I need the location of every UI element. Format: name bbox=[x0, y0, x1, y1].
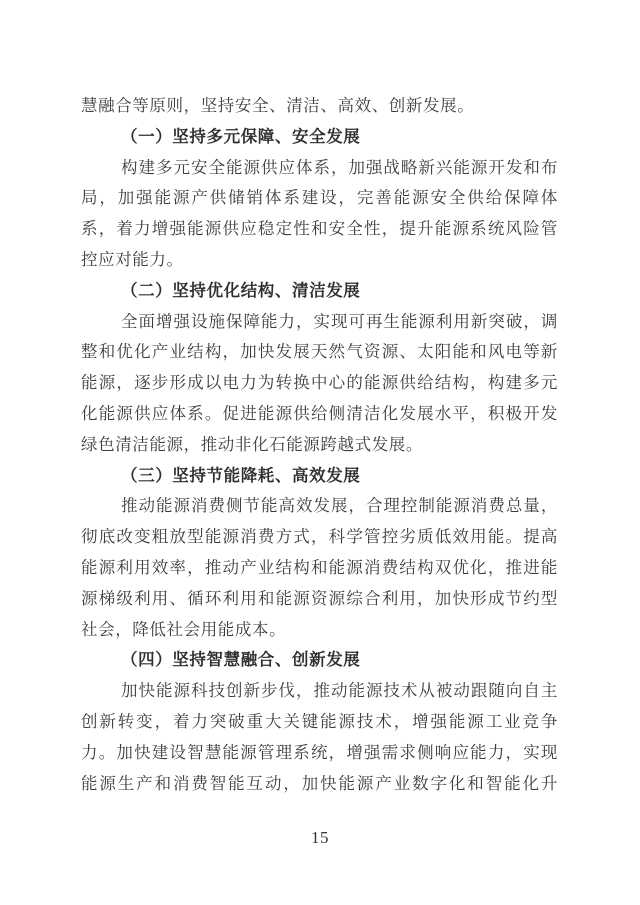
document-text bbox=[81, 91, 558, 799]
text-line: 全面增强设施保障能力，实现可再生能源利用新突破，调 bbox=[121, 311, 558, 331]
text-line: 社会，降低社会用能成本。 bbox=[81, 619, 287, 639]
text-line: 能源，逐步形成以电力为转换中心的能源供给结构，构建多元 bbox=[81, 373, 558, 393]
section-heading: （四）坚持智慧融合、创新发展 bbox=[121, 650, 361, 670]
text-line: 创新转变，着力突破重大关键能源技术，增强能源工业竞争 bbox=[81, 711, 558, 731]
text-line: 加快能源科技创新步伐，推动能源技术从被动跟随向自主 bbox=[121, 681, 558, 701]
text-line: 控应对能力。 bbox=[81, 249, 184, 269]
text-line: 能源生产和消费智能互动，加快能源产业数字化和智能化升 bbox=[81, 773, 558, 793]
text-line: 推动能源消费侧节能高效发展，合理控制能源消费总量， bbox=[121, 496, 558, 516]
text-line: 源梯级利用、循环利用和能源资源综合利用，加快形成节约型 bbox=[81, 588, 558, 608]
section-heading: （一）坚持多元保障、安全发展 bbox=[121, 126, 361, 146]
text-line: 局，加强能源产供储销体系建设，完善能源安全供给保障体 bbox=[81, 188, 558, 208]
text-line: 构建多元安全能源供应体系，加强战略新兴能源开发和布 bbox=[121, 157, 558, 177]
text-line: 慧融合等原则，坚持安全、清洁、高效、创新发展。 bbox=[81, 96, 475, 115]
text-line: 绿色清洁能源，推动非化石能源跨越式发展。 bbox=[81, 434, 423, 454]
text-line: 化能源供应体系。促进能源供给侧清洁化发展水平，积极开发 bbox=[81, 403, 558, 423]
text-line: 系，着力增强能源供应稳定性和安全性，提升能源系统风险管 bbox=[81, 219, 558, 239]
page-number: 15 bbox=[311, 828, 329, 847]
section-heading: （二）坚持优化结构、清洁发展 bbox=[121, 280, 361, 300]
text-line: 能源利用效率，推动产业结构和能源消费结构双优化，推进能 bbox=[81, 557, 558, 577]
text-line: 整和优化产业结构，加快发展天然气资源、太阳能和风电等新 bbox=[81, 342, 558, 362]
text-line: 力。加快建设智慧能源管理系统，增强需求侧响应能力，实现 bbox=[81, 742, 558, 762]
section-heading: （三）坚持节能降耗、高效发展 bbox=[121, 465, 361, 485]
text-line: 彻底改变粗放型能源消费方式，科学管控劣质低效用能。提高 bbox=[81, 527, 558, 547]
